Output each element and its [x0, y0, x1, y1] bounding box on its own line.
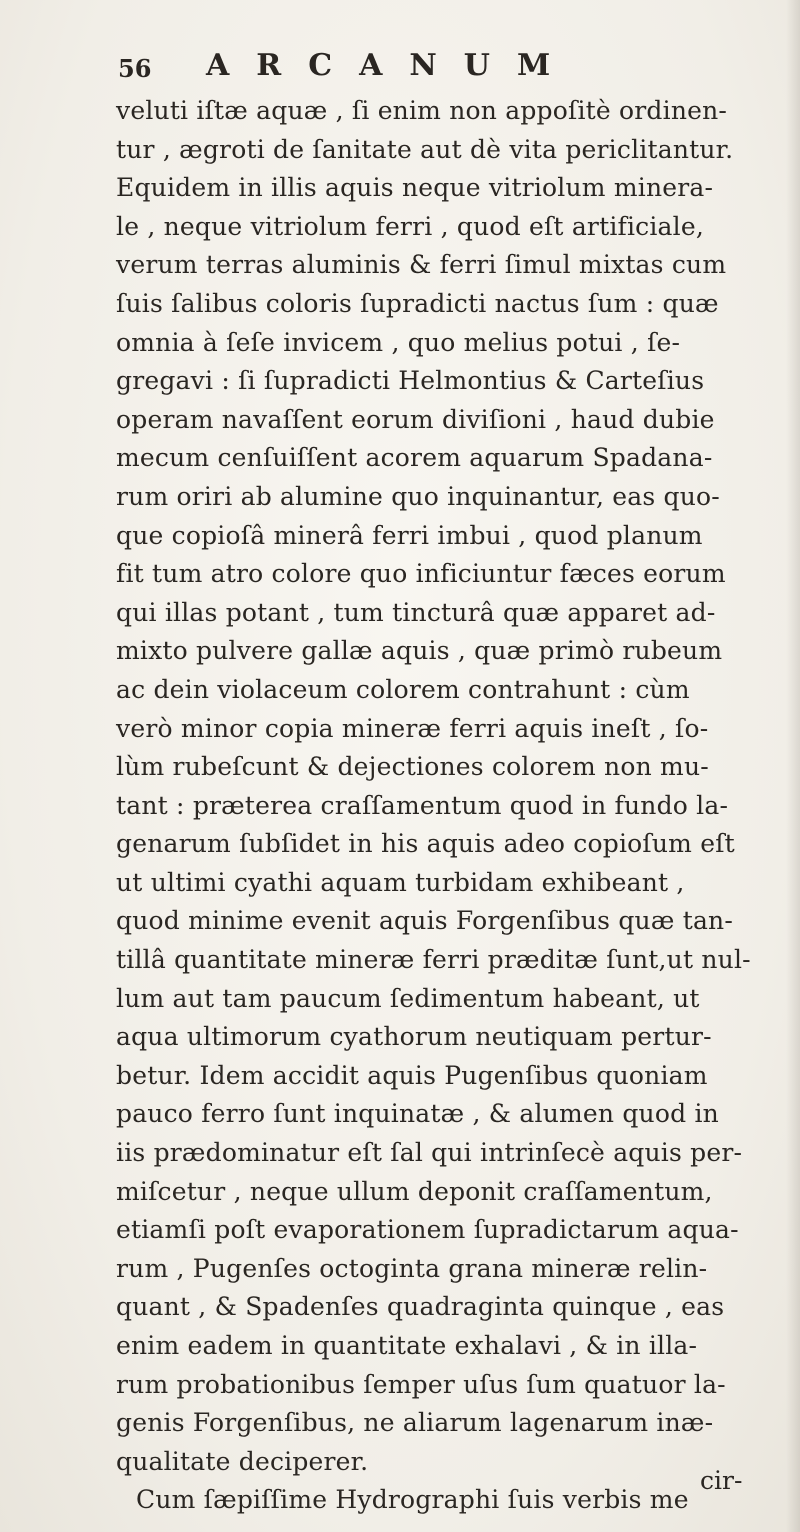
text-line: Equidem in illis aquis neque vitriolum minera- — [116, 173, 714, 203]
text-line: pauco ferro ſunt inquinatæ , & alumen quod in — [116, 1099, 719, 1129]
text-line: le , neque vitriolum ferri , quod eſt artificiale, — [116, 211, 705, 241]
text-line: operam navaſſent eorum diviſioni , haud dubie — [116, 404, 715, 434]
text-line: iis prædominatur eſt ſal qui intrinſecè aquis per- — [116, 1138, 743, 1168]
text-line: enim eadem in quantitate exhalavi , & in illa- — [116, 1331, 698, 1360]
text-line: ac dein violaceum colorem contrahunt : cùm — [116, 674, 690, 704]
text-line: que copioſâ minerâ ferri imbui , quod planum — [116, 520, 703, 550]
text-line: quant , & Spadenſes quadraginta quinque , eas — [116, 1292, 725, 1322]
text-line: veluti iſtæ aquæ , ſi enim non appoſitè ordinen- — [116, 96, 728, 125]
text-line: mixto pulvere gallæ aquis , quæ primò rubeum — [116, 636, 723, 666]
text-line: tur , ægroti de ſanitate aut dè vita periclitantur. — [116, 134, 734, 164]
catchword: cir- — [700, 1466, 743, 1495]
text-line: etiamſi poſt evaporationem ſupradictarum aqua- — [116, 1215, 739, 1245]
text-line: fit tum atro colore quo inficiuntur fæces eorum — [116, 559, 726, 589]
text-line: rum oriri ab alumine quo inquinantur, eas quo- — [116, 481, 720, 511]
text-line: verum terras aluminis & ferri ſimul mixtas cum — [116, 250, 727, 280]
text-line: qualitate deciperer. — [116, 1446, 369, 1476]
text-line: lùm rubeſcunt & dejectiones colorem non mu- — [116, 752, 709, 782]
text-line: ut ultimi cyathi aquam turbidam exhibeant , — [116, 867, 685, 897]
text-line: tillâ quantitate mineræ ferri præditæ ſunt,ut nul- — [116, 945, 751, 975]
text-line: qui illas potant , tum tincturâ quæ apparet ad- — [116, 597, 716, 627]
text-line: aqua ultimorum cyathorum neutiquam pertur- — [116, 1022, 712, 1052]
text-line: mecum cenſuiſſent acorem aquarum Spadana- — [116, 443, 713, 473]
text-line: genarum ſubſidet in his aquis adeo copioſum eſt — [116, 829, 735, 859]
text-line: Cum ſæpiſſime Hydrographi ſuis verbis me — [136, 1485, 689, 1515]
text-line: gregavi : ſi ſupradicti Helmontius & Carteſius — [116, 366, 705, 396]
text-line: verò minor copia mineræ ferri aquis ineſt , ſo- — [116, 713, 709, 743]
body-text — [116, 92, 796, 1520]
text-line: omnia à ſeſe invicem , quo melius potui , ſe- — [116, 327, 681, 357]
text-line: ſuis ſalibus coloris ſupradicti nactus ſum : quæ — [116, 288, 719, 318]
text-line: lum aut tam paucum ſedimentum habeant, ut — [116, 983, 700, 1013]
text-line: rum probationibus ſemper uſus ſum quatuor la- — [116, 1369, 726, 1399]
running-head: ARCANUM — [206, 48, 578, 83]
text-line: tant : præterea craſſamentum quod in fundo la- — [116, 790, 729, 820]
text-line: miſcetur , neque ullum deponit craſſamentum, — [116, 1176, 713, 1206]
text-line: betur. Idem accidit aquis Pugenſibus quoniam — [116, 1060, 708, 1090]
text-line: rum , Pugenſes octoginta grana mineræ relin- — [116, 1253, 708, 1283]
page-number: 56 — [118, 54, 152, 83]
text-line: genis Forgenſibus, ne aliarum lagenarum inæ- — [116, 1408, 714, 1438]
text-line: quod minime evenit aquis Forgenſibus quæ tan- — [116, 906, 733, 936]
page-header — [118, 44, 758, 90]
